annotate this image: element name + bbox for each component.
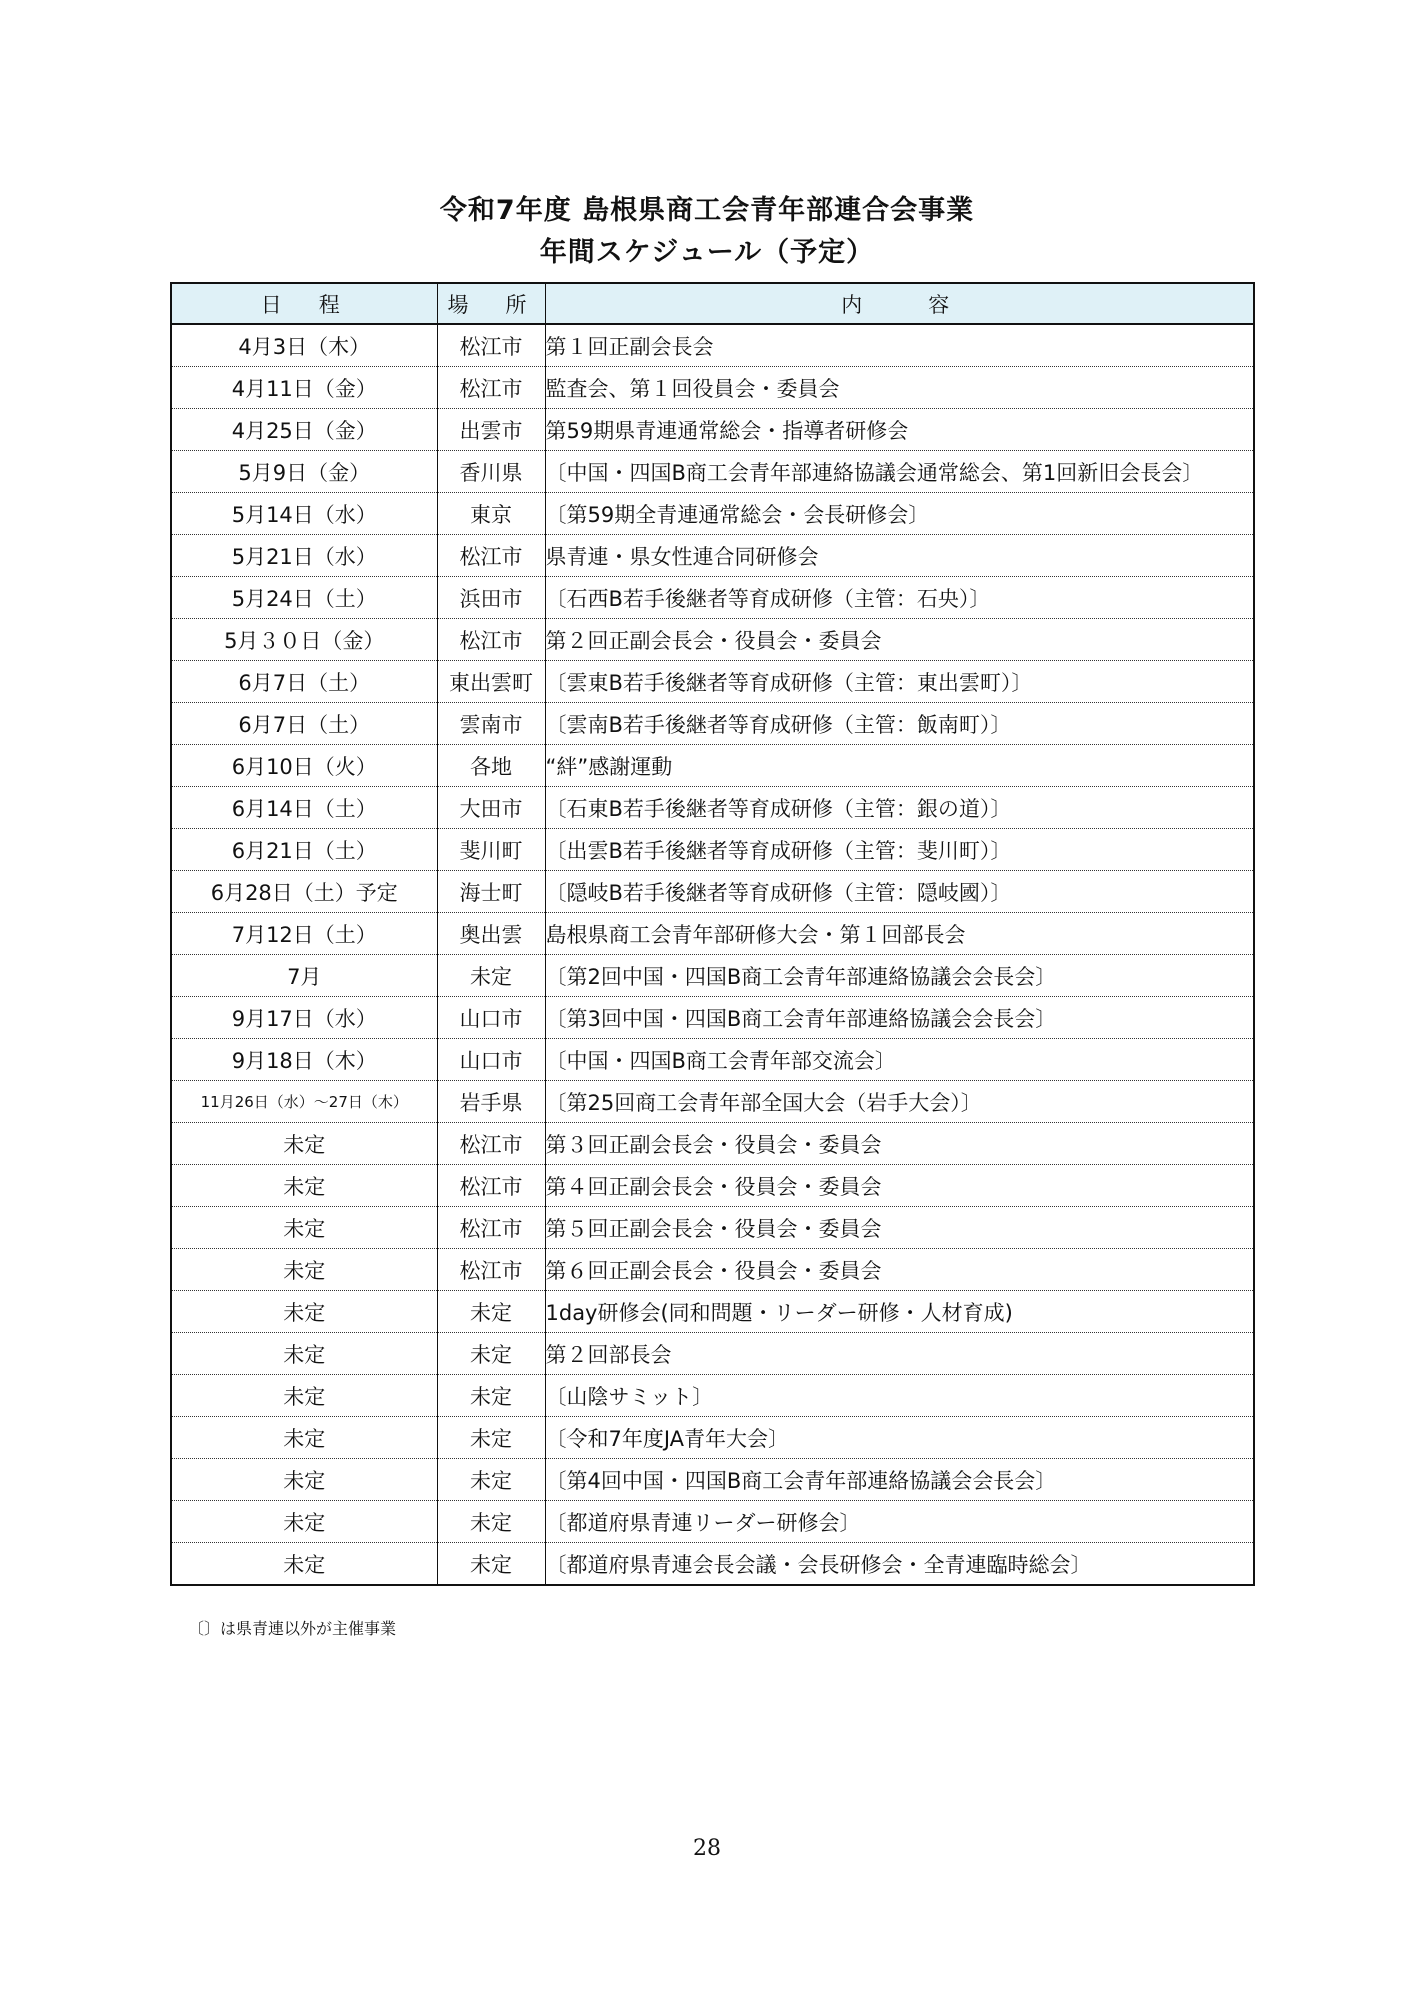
row-content: 県青連・県女性連合同研修会: [545, 535, 1254, 577]
row-content: 島根県商工会青年部研修大会・第１回部長会: [545, 913, 1254, 955]
table-row: [171, 745, 1254, 787]
row-content: 〔都道府県青連リーダー研修会〕: [545, 1501, 1254, 1543]
row-content: 〔山陰サミット〕: [545, 1375, 1254, 1417]
row-place: 奥出雲: [437, 913, 545, 955]
header-place: 場 所: [437, 283, 545, 324]
table-row: [171, 493, 1254, 535]
row-place: 未定: [437, 1543, 545, 1586]
table-row: [171, 619, 1254, 661]
table-row: [171, 1123, 1254, 1165]
row-place: 未定: [437, 1459, 545, 1501]
row-date: 未定: [171, 1501, 437, 1543]
row-date: 5月24日（土）: [171, 577, 437, 619]
row-place: 雲南市: [437, 703, 545, 745]
row-content: 第２回部長会: [545, 1333, 1254, 1375]
row-content: 監査会、第１回役員会・委員会: [545, 367, 1254, 409]
row-date: 6月7日（土）: [171, 661, 437, 703]
row-place: 東出雲町: [437, 661, 545, 703]
row-date: 未定: [171, 1165, 437, 1207]
table-row: [171, 997, 1254, 1039]
table-row: [171, 1081, 1254, 1123]
row-place: 未定: [437, 1333, 545, 1375]
row-place: 出雲市: [437, 409, 545, 451]
table-row: [171, 577, 1254, 619]
table-row: [171, 409, 1254, 451]
row-place: 松江市: [437, 535, 545, 577]
row-date: 4月3日（木）: [171, 324, 437, 367]
row-content: 第59期県青連通常総会・指導者研修会: [545, 409, 1254, 451]
row-place: 松江市: [437, 1249, 545, 1291]
row-place: 山口市: [437, 1039, 545, 1081]
row-content: 〔石西B若手後継者等育成研修（主管：石央）〕: [545, 577, 1254, 619]
row-content: 〔第2回中国・四国B商工会青年部連絡協議会会長会〕: [545, 955, 1254, 997]
row-content: 〔隠岐B若手後継者等育成研修（主管：隠岐國）〕: [545, 871, 1254, 913]
row-content: 〔第3回中国・四国B商工会青年部連絡協議会会長会〕: [545, 997, 1254, 1039]
row-place: 松江市: [437, 619, 545, 661]
schedule-table-body: [171, 324, 1254, 1585]
table-row: [171, 1207, 1254, 1249]
page-subtitle: 年間スケジュール（予定）: [539, 237, 875, 268]
row-content: 〔第59期全青連通常総会・会長研修会〕: [545, 493, 1254, 535]
table-row: [171, 1375, 1254, 1417]
row-place: 岩手県: [437, 1081, 545, 1123]
row-date: 7月12日（土）: [171, 913, 437, 955]
schedule-table: [170, 282, 1255, 1586]
row-date: 未定: [171, 1123, 437, 1165]
row-place: 大田市: [437, 787, 545, 829]
table-row: [171, 451, 1254, 493]
row-content: 第３回正副会長会・役員会・委員会: [545, 1123, 1254, 1165]
row-content: 第５回正副会長会・役員会・委員会: [545, 1207, 1254, 1249]
row-date: 5月３０日（金）: [171, 619, 437, 661]
row-content: 〔雲南B若手後継者等育成研修（主管：飯南町）〕: [545, 703, 1254, 745]
table-row: [171, 661, 1254, 703]
table-row: [171, 1417, 1254, 1459]
row-place: 未定: [437, 1417, 545, 1459]
row-place: 斐川町: [437, 829, 545, 871]
page-title: 令和7年度 島根県商工会青年部連合会事業: [439, 195, 975, 226]
row-date: 6月7日（土）: [171, 703, 437, 745]
row-date: 6月28日（土）予定: [171, 871, 437, 913]
row-content: 〔雲東B若手後継者等育成研修（主管：東出雲町）〕: [545, 661, 1254, 703]
table-row: [171, 324, 1254, 367]
table-row: [171, 1501, 1254, 1543]
row-date: 未定: [171, 1543, 437, 1586]
row-date: 7月: [171, 955, 437, 997]
row-date: 6月21日（土）: [171, 829, 437, 871]
row-date: 未定: [171, 1291, 437, 1333]
row-date: 5月14日（水）: [171, 493, 437, 535]
table-row: [171, 787, 1254, 829]
row-date: 未定: [171, 1249, 437, 1291]
row-content: 〔出雲B若手後継者等育成研修（主管：斐川町）〕: [545, 829, 1254, 871]
row-date: 未定: [171, 1333, 437, 1375]
table-row: [171, 703, 1254, 745]
row-place: 山口市: [437, 997, 545, 1039]
table-row: [171, 871, 1254, 913]
row-place: 松江市: [437, 324, 545, 367]
row-place: 未定: [437, 1375, 545, 1417]
row-content: 〔令和7年度JA青年大会〕: [545, 1417, 1254, 1459]
table-row: [171, 1165, 1254, 1207]
page-number: 28: [693, 1836, 721, 1861]
row-place: 各地: [437, 745, 545, 787]
row-place: 香川県: [437, 451, 545, 493]
row-content: 〔第25回商工会青年部全国大会（岩手大会）〕: [545, 1081, 1254, 1123]
table-row: [171, 955, 1254, 997]
header-content: 内 容: [545, 283, 1254, 324]
row-date: 未定: [171, 1417, 437, 1459]
row-date: 6月14日（土）: [171, 787, 437, 829]
table-row: [171, 1543, 1254, 1586]
row-date: 未定: [171, 1375, 437, 1417]
table-row: [171, 1459, 1254, 1501]
row-place: 松江市: [437, 1207, 545, 1249]
row-place: 東京: [437, 493, 545, 535]
row-place: 海士町: [437, 871, 545, 913]
row-content: 〔都道府県青連会長会議・会長研修会・全青連臨時総会〕: [545, 1543, 1254, 1586]
row-place: 浜田市: [437, 577, 545, 619]
row-content: 〔石東B若手後継者等育成研修（主管：銀の道）〕: [545, 787, 1254, 829]
table-row: [171, 367, 1254, 409]
row-content: 〔中国・四国B商工会青年部連絡協議会通常総会、第1回新旧会長会〕: [545, 451, 1254, 493]
row-date: 未定: [171, 1207, 437, 1249]
table-row: [171, 829, 1254, 871]
row-place: 未定: [437, 1501, 545, 1543]
row-date: 4月11日（金）: [171, 367, 437, 409]
row-content: 〔中国・四国B商工会青年部交流会〕: [545, 1039, 1254, 1081]
row-date: 未定: [171, 1459, 437, 1501]
table-row: [171, 535, 1254, 577]
row-content: 第６回正副会長会・役員会・委員会: [545, 1249, 1254, 1291]
table-row: [171, 1333, 1254, 1375]
row-content: 第２回正副会長会・役員会・委員会: [545, 619, 1254, 661]
row-date: 9月18日（木）: [171, 1039, 437, 1081]
row-place: 未定: [437, 955, 545, 997]
footnote: 〔〕は県青連以外が主催事業: [188, 1619, 397, 1638]
header-row: [171, 283, 1254, 324]
row-content: 第１回正副会長会: [545, 324, 1254, 367]
table-row: [171, 913, 1254, 955]
row-date: 9月17日（水）: [171, 997, 437, 1039]
row-place: 松江市: [437, 367, 545, 409]
row-content: 1day研修会(同和問題・リーダー研修・人材育成): [545, 1291, 1254, 1333]
table-row: [171, 1249, 1254, 1291]
row-date: 4月25日（金）: [171, 409, 437, 451]
row-content: “絆”感謝運動: [545, 745, 1254, 787]
table-row: [171, 1291, 1254, 1333]
row-place: 未定: [437, 1291, 545, 1333]
table-row: [171, 1039, 1254, 1081]
row-place: 松江市: [437, 1165, 545, 1207]
row-place: 松江市: [437, 1123, 545, 1165]
row-date: 11月26日（水）～27日（木）: [171, 1081, 437, 1123]
row-date: 6月10日（火）: [171, 745, 437, 787]
row-content: 〔第4回中国・四国B商工会青年部連絡協議会会長会〕: [545, 1459, 1254, 1501]
header-date: 日 程: [171, 283, 437, 324]
row-date: 5月9日（金）: [171, 451, 437, 493]
row-date: 5月21日（水）: [171, 535, 437, 577]
schedule-table-header: [171, 283, 1254, 324]
row-content: 第４回正副会長会・役員会・委員会: [545, 1165, 1254, 1207]
